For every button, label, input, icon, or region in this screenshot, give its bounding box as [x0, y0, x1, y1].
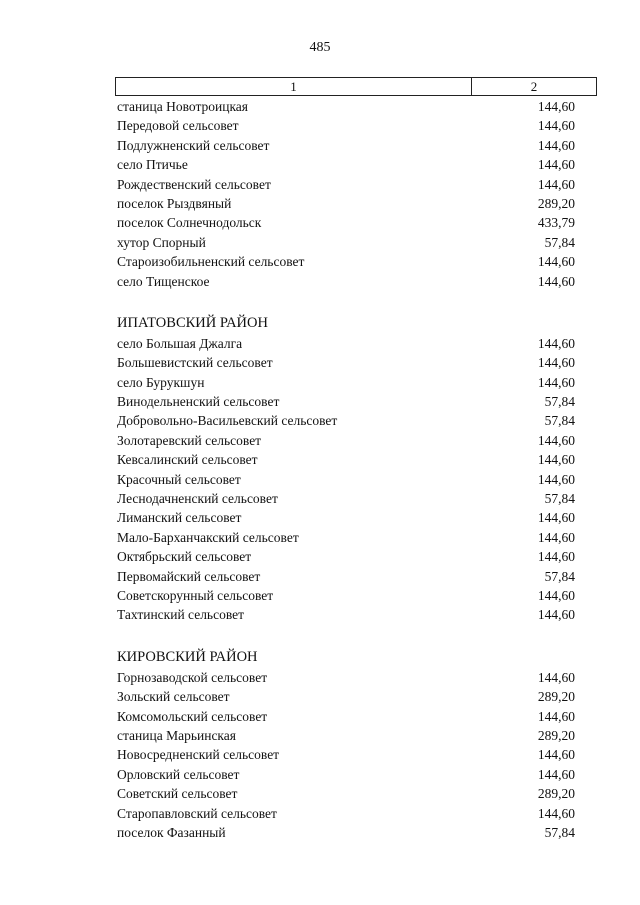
row-value: 144,60 [537, 374, 575, 390]
section-title-kirovsky: КИРОВСКИЙ РАЙОН [117, 648, 258, 665]
table-row [117, 213, 575, 232]
row-value: 144,60 [537, 587, 575, 603]
row-name: Винодельненский сельсовет [117, 394, 280, 410]
row-name: Лиманский сельсовет [117, 510, 242, 526]
table-body [117, 97, 575, 842]
row-name: Золотаревский сельсовет [117, 432, 262, 448]
row-name: Тахтинский сельсовет [117, 607, 245, 623]
page-number: 485 [309, 40, 331, 55]
row-value: 57,84 [544, 568, 575, 584]
rows-group-ipatovsky [117, 334, 575, 625]
column-header-1: 1 [116, 78, 472, 95]
table-row [117, 489, 575, 508]
row-value: 144,60 [537, 669, 575, 685]
row-value: 144,60 [537, 510, 575, 526]
table-row [117, 97, 575, 116]
section-title-ipatovsky: ИПАТОВСКИЙ РАЙОН [117, 314, 268, 331]
table-row [117, 353, 575, 372]
row-name: Орловский сельсовет [117, 766, 240, 782]
table-row [117, 547, 575, 566]
row-name: Староизобильненский сельсовет [117, 254, 305, 270]
row-name: Красочный сельсовет [117, 471, 241, 487]
row-value: 57,84 [544, 491, 575, 507]
row-name: село Большая Джалга [117, 335, 243, 351]
table-row [117, 155, 575, 174]
rows-group-top [117, 97, 575, 291]
table-row [117, 707, 575, 726]
row-name: Мало-Барханчакский сельсовет [117, 529, 299, 545]
row-name: Рождественский сельсовет [117, 176, 271, 192]
table-row [117, 194, 575, 213]
table-row [117, 252, 575, 271]
row-name: станица Новотроицкая [117, 99, 249, 114]
row-name: село Тищенское [117, 273, 210, 289]
row-value: 289,20 [537, 727, 575, 743]
table-row [117, 431, 575, 450]
table-row [117, 605, 575, 624]
row-name: Старопавловский сельсовет [117, 805, 277, 821]
table-row [117, 373, 575, 392]
table-row [117, 567, 575, 586]
row-value: 144,60 [537, 766, 575, 782]
row-name: Комсомольский сельсовет [117, 708, 268, 724]
row-value: 144,60 [537, 273, 575, 289]
row-value: 144,60 [537, 118, 575, 134]
table-row [117, 175, 575, 194]
row-value: 144,60 [537, 471, 575, 487]
row-value: 144,60 [537, 99, 575, 114]
row-value: 57,84 [544, 413, 575, 429]
table-row [117, 687, 575, 706]
table-row [117, 804, 575, 823]
row-value: 57,84 [544, 394, 575, 410]
row-name: село Птичье [117, 157, 188, 173]
table-row [117, 528, 575, 547]
table-row [117, 726, 575, 745]
table-row [117, 470, 575, 489]
row-name: Октябрьский сельсовет [117, 549, 252, 565]
table-header [115, 77, 597, 96]
row-value: 144,60 [537, 137, 575, 153]
row-name: Большевистский сельсовет [117, 355, 273, 371]
table-row [117, 392, 575, 411]
row-name: станица Марьинская [117, 727, 236, 743]
table-row [117, 784, 575, 803]
row-name: Горнозаводской сельсовет [117, 669, 268, 685]
table-row [117, 272, 575, 291]
row-name: поселок Фазанный [117, 824, 226, 840]
row-value: 57,84 [544, 234, 575, 250]
table-row [117, 233, 575, 252]
row-name: село Бурукшун [117, 374, 205, 390]
row-name: Новосредненский сельсовет [117, 747, 280, 763]
table-row [117, 745, 575, 764]
row-name: Подлужненский сельсовет [117, 137, 270, 153]
table-row [117, 586, 575, 605]
row-name: хутор Спорный [117, 234, 206, 250]
row-value: 433,79 [537, 215, 575, 231]
row-value: 289,20 [537, 689, 575, 705]
row-value: 144,60 [537, 805, 575, 821]
row-value: 144,60 [537, 708, 575, 724]
row-name: Добровольно-Васильевский сельсовет [117, 413, 338, 429]
row-value: 144,60 [537, 432, 575, 448]
rows-group-kirovsky [117, 668, 575, 843]
row-name: Зольский сельсовет [117, 689, 230, 705]
table-row [117, 116, 575, 135]
row-name: Первомайский сельсовет [117, 568, 261, 584]
row-value: 144,60 [537, 335, 575, 351]
table-row [117, 668, 575, 687]
row-value: 144,60 [537, 254, 575, 270]
table-row [117, 765, 575, 784]
table-row [117, 411, 575, 430]
row-name: Советскорунный сельсовет [117, 587, 274, 603]
row-value: 144,60 [537, 549, 575, 565]
row-value: 144,60 [537, 529, 575, 545]
table-row [117, 450, 575, 469]
row-value: 144,60 [537, 355, 575, 371]
row-value: 144,60 [537, 176, 575, 192]
row-name: Советский сельсовет [117, 786, 238, 802]
table-row [117, 823, 575, 842]
row-name: поселок Рыздвяный [117, 195, 232, 211]
table-row [117, 136, 575, 155]
row-name: Кевсалинский сельсовет [117, 452, 258, 468]
row-name: Передовой сельсовет [117, 118, 239, 134]
row-name: поселок Солнечнодольск [117, 215, 262, 231]
row-value: 144,60 [537, 157, 575, 173]
row-value: 144,60 [537, 607, 575, 623]
row-value: 289,20 [537, 786, 575, 802]
row-name: Леснодачненский сельсовет [117, 491, 278, 507]
table-row [117, 334, 575, 353]
row-value: 144,60 [537, 452, 575, 468]
row-value: 289,20 [537, 195, 575, 211]
column-header-2: 2 [530, 78, 538, 94]
table-row [117, 508, 575, 527]
row-value: 144,60 [537, 747, 575, 763]
row-value: 57,84 [544, 824, 575, 840]
